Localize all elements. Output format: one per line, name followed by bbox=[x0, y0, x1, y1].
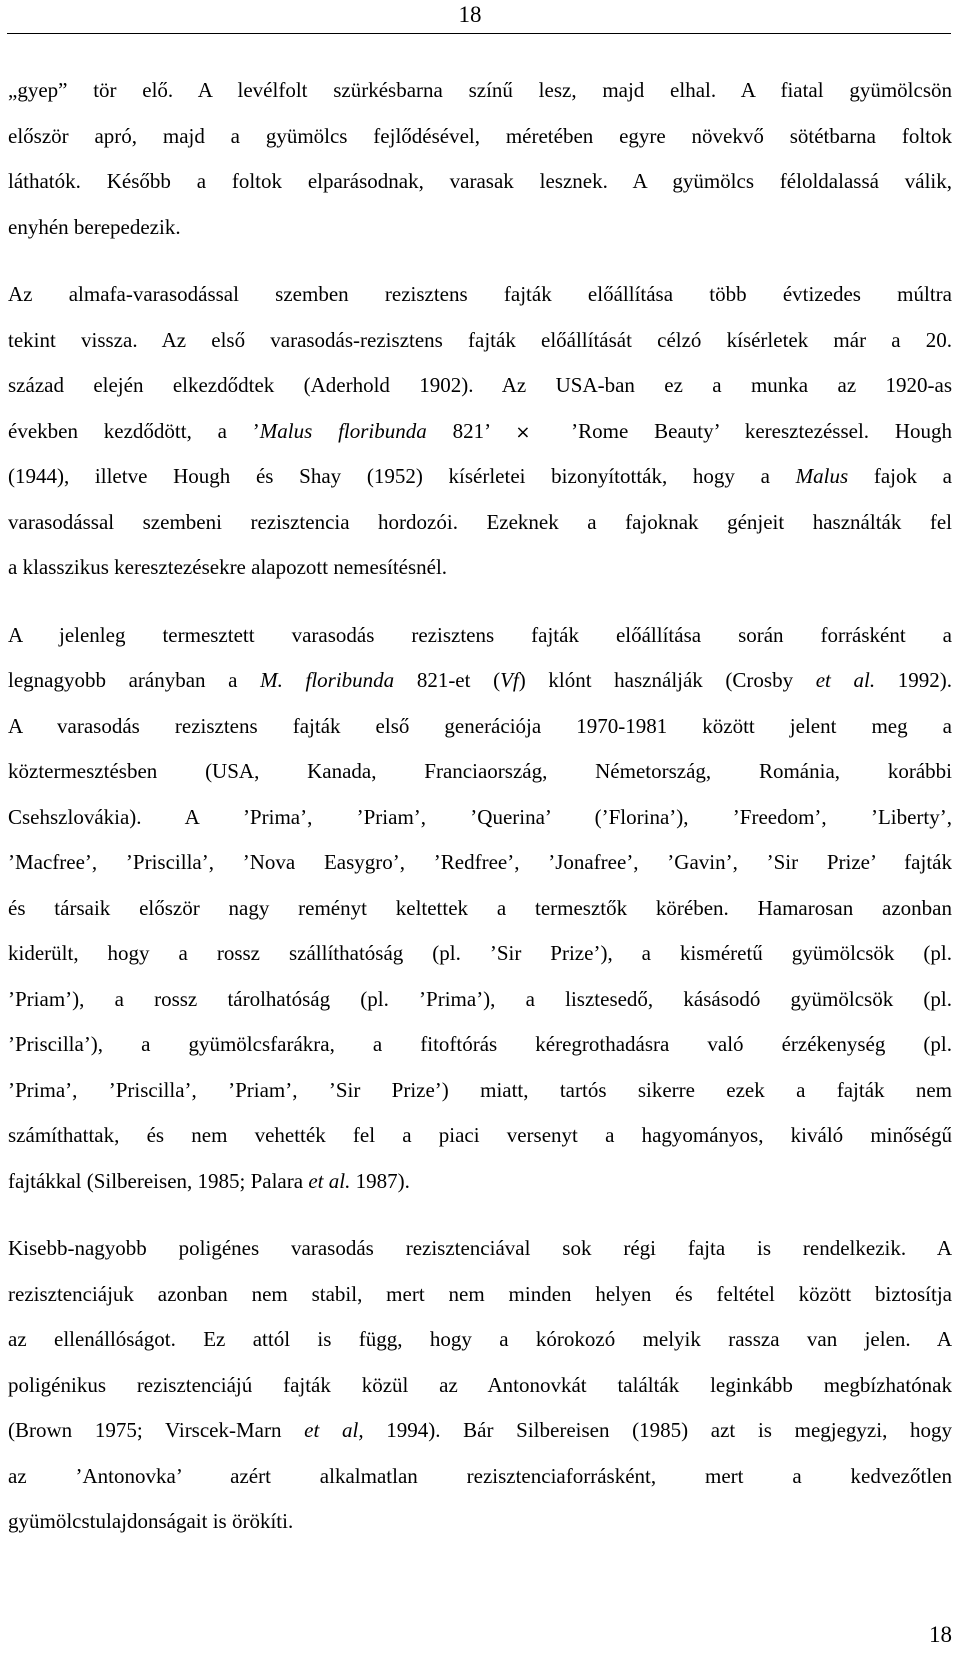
text-line: (Brown 1975; Virscek-Marn et al, 1994). Bár Silbereisen (1985) azt is megjegyzi, hogy bbox=[8, 1418, 953, 1442]
text-line: rezisztenciájuk azonban nem stabil, mert nem minden helyen és feltétel között biztosítja bbox=[8, 1281, 952, 1306]
text-line: ’Prima’, ’Priscilla’, ’Priam’, ’Sir Prize’) miatt, tartós sikerre ezek a fajták nem bbox=[8, 1077, 952, 1102]
header-rule bbox=[7, 33, 951, 34]
text-line: és társaik először nagy reményt keltettek a termesztők körében. Hamarosan azonban bbox=[8, 895, 952, 920]
text-line: gyümölcstulajdonságait is örökíti. bbox=[8, 1509, 294, 1533]
text-line: az ’Antonovka’ azért alkalmatlan rezisztenciaforrásként, mert a kedvezőtlen bbox=[8, 1463, 952, 1488]
text-line: ’Priscilla’), a gyümölcsfarákra, a fitoftórás kéregrothadásra való érzékenység (pl. bbox=[8, 1032, 952, 1056]
text-line: számíthattak, és nem vehették fel a piaci versenyt a hagyományos, kiváló minőségű bbox=[8, 1123, 952, 1147]
text-line: A varasodás rezisztens fajták első generációja 1970-1981 között jelent meg a bbox=[8, 713, 952, 738]
et-al-italic: et al, bbox=[304, 1418, 364, 1442]
species-name-italic: Malus floribunda bbox=[259, 418, 427, 443]
text-line: kiderült, hogy a rossz szállíthatóság (pl. ’Sir Prize’), a kisméretű gyümölcsök (pl. bbox=[8, 941, 952, 965]
text-line: először apró, majd a gyümölcs fejlődésével, méretében egyre növekvő sötétbarna foltok bbox=[8, 123, 952, 148]
page-number-bottom: 18 bbox=[929, 1622, 952, 1647]
text-line: ’Priam’), a rossz tárolhatóság (pl. ’Prima’), a lisztesedő, kásásodó gyümölcsök (pl. bbox=[8, 986, 952, 1011]
paragraph-4 bbox=[8, 1226, 952, 1545]
species-name-italic: M. floribunda bbox=[260, 668, 395, 692]
text-line: az ellenállóságot. Ez attól is függ, hogy a kórokozó melyik rassza van jelen. A bbox=[8, 1327, 952, 1351]
text-line: Csehszlovákia). A ’Prima’, ’Priam’, ’Querina’ (’Florina’), ’Freedom’, ’Liberty’, bbox=[8, 804, 952, 829]
text-line: láthatók. Később a foltok elparásodnak, varasak lesznek. A gyümölcs féloldalassá válik, bbox=[8, 169, 952, 193]
text-line: fajtákkal (Silbereisen, 1985; Palara et al. 1987). bbox=[8, 1168, 410, 1193]
paragraph-1 bbox=[8, 68, 952, 250]
document-body bbox=[8, 68, 952, 1545]
genus-name-italic: Malus bbox=[795, 464, 849, 488]
et-al-italic: et al. bbox=[308, 1168, 351, 1193]
et-al-italic: et al. bbox=[815, 668, 876, 692]
text-line: poligénikus rezisztenciájú fajták közül az Antonovkát találták leginkább megbízhatónak bbox=[8, 1372, 952, 1397]
cross-symbol: × bbox=[515, 421, 531, 443]
paragraph-2 bbox=[8, 272, 952, 591]
text-line: legnagyobb arányban a M. floribunda 821-et (Vf) klónt használják (Crosby et al. 1992). bbox=[8, 668, 952, 692]
text-line: ’Macfree’, ’Priscilla’, ’Nova Easygro’, ’Redfree’, ’Jonafree’, ’Gavin’, ’Sir Prize’ fajták bbox=[8, 850, 952, 874]
paragraph-3 bbox=[8, 613, 952, 1205]
page-number-top: 18 bbox=[458, 2, 482, 27]
text-line: években kezdődött, a ’Malus floribunda 821’ × ’Rome Beauty’ keresztezéssel. Hough bbox=[8, 418, 953, 443]
text-line: század elején elkezdődtek (Aderhold 1902). Az USA-ban ez a munka az 1920-as bbox=[8, 373, 952, 397]
text-line: enyhén berepedezik. bbox=[8, 214, 181, 239]
text-line: a klasszikus keresztezésekre alapozott nemesítésnél. bbox=[8, 555, 448, 579]
gene-name-italic: Vf bbox=[500, 668, 519, 692]
text-line: (1944), illetve Hough és Shay (1952) kísérletei bizonyították, hogy a Malus fajok a bbox=[8, 464, 952, 488]
text-line: Kisebb-nagyobb poligénes varasodás rezisztenciával sok régi fajta is rendelkezik. A bbox=[8, 1236, 952, 1260]
text-line: varasodással szembeni rezisztencia hordozói. Ezeknek a fajoknak génjeit használták fel bbox=[8, 509, 952, 534]
text-line: A jelenleg termesztett varasodás rezisztens fajták előállítása során forrásként a bbox=[8, 622, 952, 647]
text-line: tekint vissza. Az első varasodás-rezisztens fajták előállítását célzó kísérletek már a 20. bbox=[8, 327, 952, 352]
text-line: köztermesztésben (USA, Kanada, Franciaország, Németország, Románia, korábbi bbox=[8, 759, 952, 783]
text-line: Az almafa-varasodással szemben rezisztens fajták előállítása több évtizedes múltra bbox=[8, 282, 952, 306]
text-line: „gyep” tör elő. A levélfolt szürkésbarna színű lesz, majd elhal. A fiatal gyümölcsön bbox=[8, 78, 952, 102]
